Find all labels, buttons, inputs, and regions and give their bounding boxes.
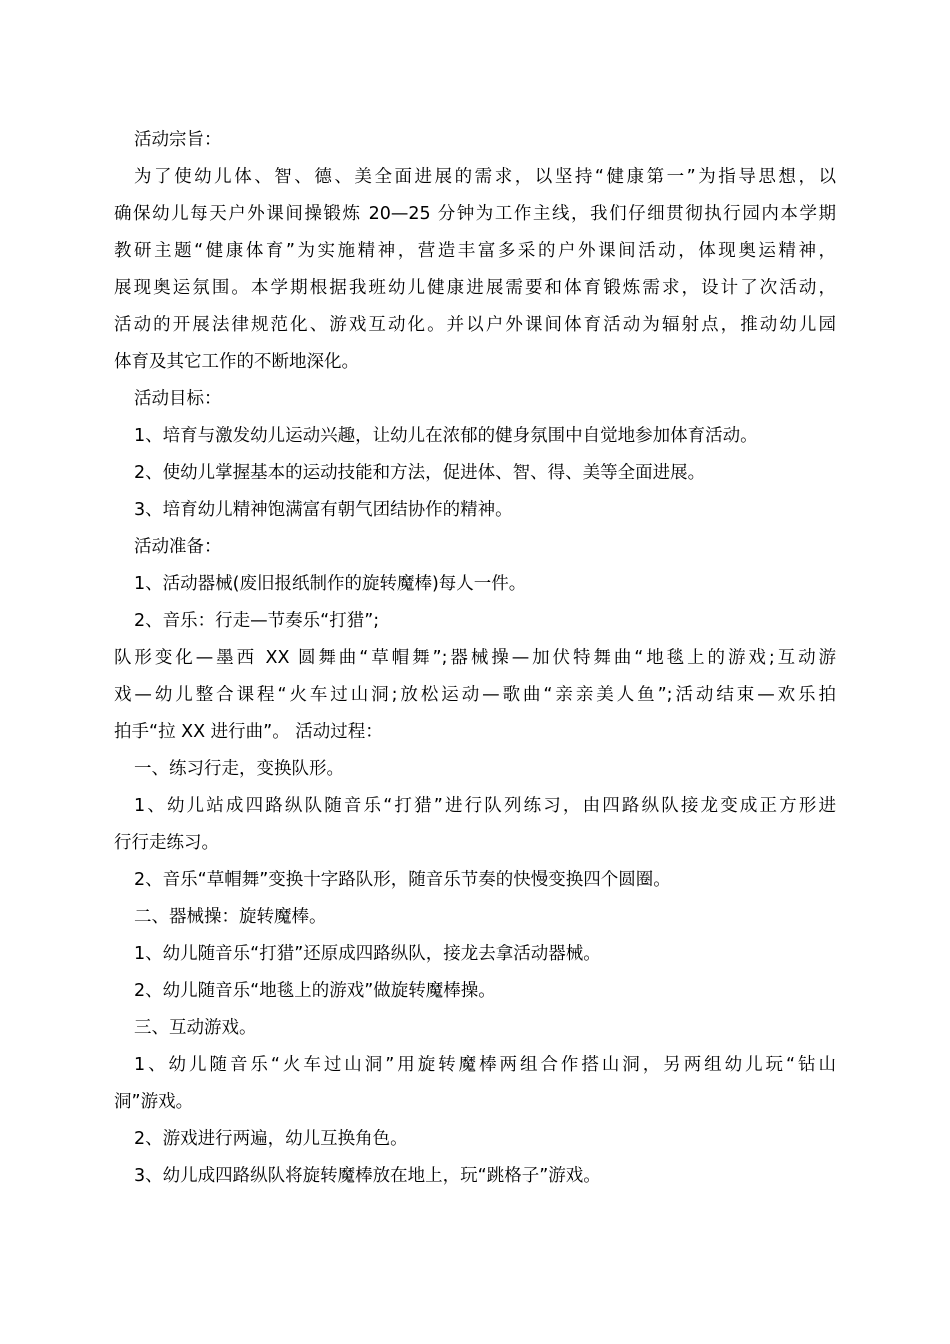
- section-heading-step-2: 二、器械操：旋转魔棒。: [134, 907, 327, 927]
- list-item: 3、幼儿成四路纵队将旋转魔棒放在地上，玩“跳格子”游戏。: [134, 1166, 601, 1186]
- list-item: 1、活动器械(废旧报纸制作的旋转魔棒)每人一件。: [134, 574, 527, 594]
- list-item: 1、培育与激发幼儿运动兴趣，让幼儿在浓郁的健身氛围中自觉地参加体育活动。: [134, 426, 758, 446]
- document-body: [114, 122, 836, 1195]
- paragraph-line: 体育及其它工作的不断地深化。: [114, 352, 359, 372]
- section-heading-preparation: 活动准备：: [134, 537, 222, 557]
- section-heading-purpose: 活动宗旨：: [134, 130, 222, 150]
- list-item: 1、幼儿站成四路纵队随音乐“打猎”进行队列练习，由四路纵队接龙变成正方形进: [134, 796, 836, 816]
- list-item: 2、音乐：行走—节奏乐“打猎”;: [134, 611, 380, 631]
- list-item: 3、培育幼儿精神饱满富有朝气团结协作的精神。: [134, 500, 513, 520]
- list-item: 2、幼儿随音乐“地毯上的游戏”做旋转魔棒操。: [134, 981, 496, 1001]
- paragraph-line: 活动的开展法律规范化、游戏互动化。并以户外课间体育活动为辐射点，推动幼儿园: [114, 315, 836, 335]
- paragraph-line: 拍手“拉 XX 进行曲”。 活动过程：: [114, 722, 383, 742]
- list-item: 2、使幼儿掌握基本的运动技能和方法，促进体、智、得、美等全面进展。: [134, 463, 706, 483]
- list-item: 2、游戏进行两遍，幼儿互换角色。: [134, 1129, 408, 1149]
- list-item: 2、音乐“草帽舞”变换十字路队形，随音乐节奏的快慢变换四个圆圈。: [134, 870, 671, 890]
- section-heading-goals: 活动目标：: [134, 389, 222, 409]
- list-item: 1、幼儿随音乐“打猎”还原成四路纵队，接龙去拿活动器械。: [134, 944, 601, 964]
- section-heading-step-3: 三、互动游戏。: [134, 1018, 257, 1038]
- paragraph-line: 教研主题“健康体育”为实施精神，营造丰富多采的户外课间活动，体现奥运精神，: [114, 241, 836, 261]
- paragraph-line: 戏—幼儿整合课程“火车过山洞;放松运动—歌曲“亲亲美人鱼”;活动结束—欢乐拍: [114, 685, 836, 705]
- section-heading-step-1: 一、练习行走，变换队形。: [134, 759, 344, 779]
- paragraph-line: 确保幼儿每天户外课间操锻炼 20—25 分钟为工作主线，我们仔细贯彻执行园内本学期: [114, 204, 836, 224]
- paragraph-line: 为了使幼儿体、智、德、美全面进展的需求，以坚持“健康第一”为指导思想，以: [134, 167, 836, 187]
- list-item: 1、幼儿随音乐“火车过山洞”用旋转魔棒两组合作搭山洞，另两组幼儿玩“钻山: [134, 1055, 836, 1075]
- paragraph-line: 展现奥运氛围。本学期根据我班幼儿健康进展需要和体育锻炼需求，设计了次活动，: [114, 278, 836, 298]
- paragraph-line: 洞”游戏。: [114, 1092, 194, 1112]
- paragraph-line: 队形变化—墨西 XX 圆舞曲“草帽舞”;器械操—加伏特舞曲“地毯上的游戏;互动游: [114, 648, 836, 668]
- paragraph-line: 行行走练习。: [114, 833, 219, 853]
